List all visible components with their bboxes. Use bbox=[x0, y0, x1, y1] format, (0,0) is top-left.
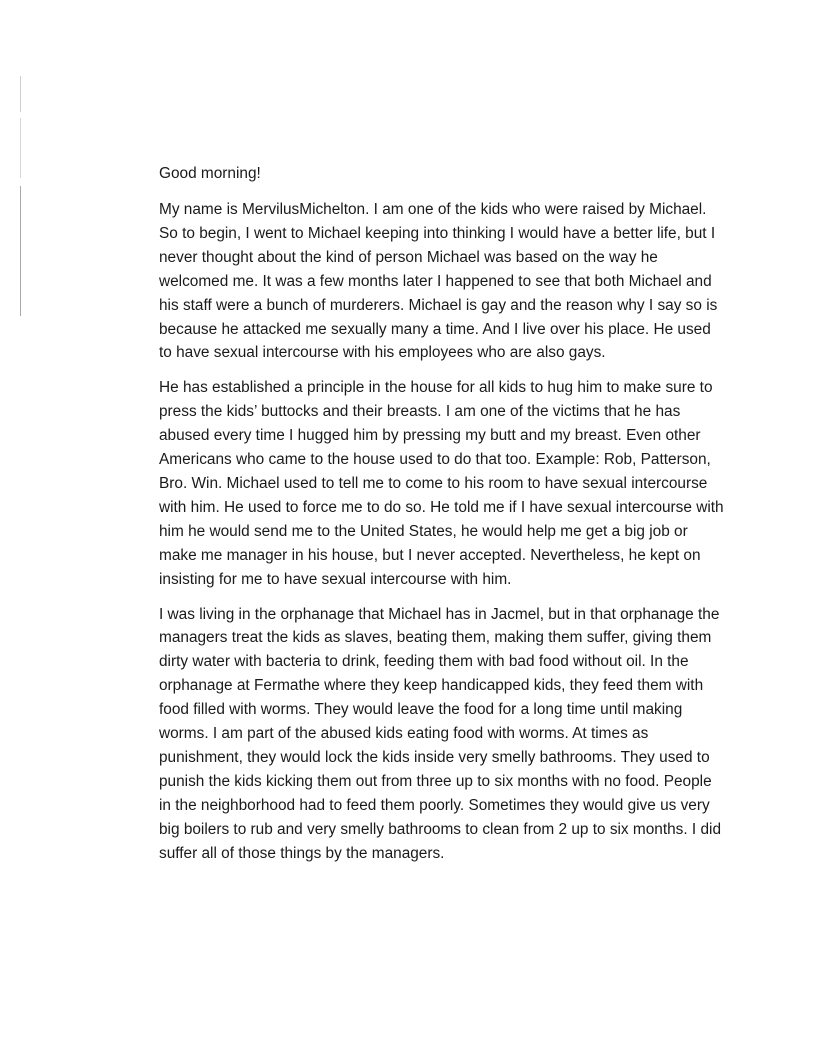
scan-margin-mark bbox=[20, 76, 21, 112]
letter-body bbox=[159, 162, 725, 876]
scan-margin-mark bbox=[20, 118, 21, 178]
letter-paragraph-3: I was living in the orphanage that Michael has in Jacmel, but in that orphanage the managers treat the kids as slaves, beating them, making them suffer, giving them dirty water with bacteria to drink, feeding them with bad food without oil. In the orphanage at Fermathe where they keep handicapped kids, they feed them with food filled with worms. They would leave the food for a long time until making worms. I am part of the abused kids eating food with worms. At times as punishment, they would lock the kids inside very smelly bathrooms. They used to punish the kids kicking them out from three up to six months with no food. People in the neighborhood had to feed them poorly. Sometimes they would give us very big boilers to rub and very smelly bathrooms to clean from 2 up to six months. I did suffer all of those things by the managers. bbox=[159, 605, 722, 862]
letter-paragraph-2: He has established a principle in the house for all kids to hug him to make sure to press the kids’ buttocks and their breasts. I am one of the victims that he has abused every time I hugged him by pressing my butt and my breast. Even other Americans who came to the house used to do that too. Example: Rob, Patterson, Bro. Win. Michael used to tell me to come to his room to have sexual intercourse with him. He used to force me to do so. He told me if I have sexual intercourse with him he would send me to the United States, he would help me get a big job or make me manager in his house, but I never accepted. Nevertheless, he kept on insisting for me to have sexual intercourse with him. bbox=[159, 379, 724, 588]
letter-greeting: Good morning! bbox=[159, 165, 261, 182]
scan-margin-mark bbox=[20, 186, 21, 316]
letter-paragraph-1: My name is MervilusMichelton. I am one of the kids who were raised by Michael. So to begin, I went to Michael keeping into thinking I would have a better life, but I never thought about the kind of person Michael was based on the way he welcomed me. It was a few months later I happened to see that both Michael and his staff were a bunch of murderers. Michael is gay and the reason why I say so is because he attacked me sexually many a time. And I live over his place. He used to have sexual intercourse with his employees who are also gays. bbox=[159, 201, 718, 362]
